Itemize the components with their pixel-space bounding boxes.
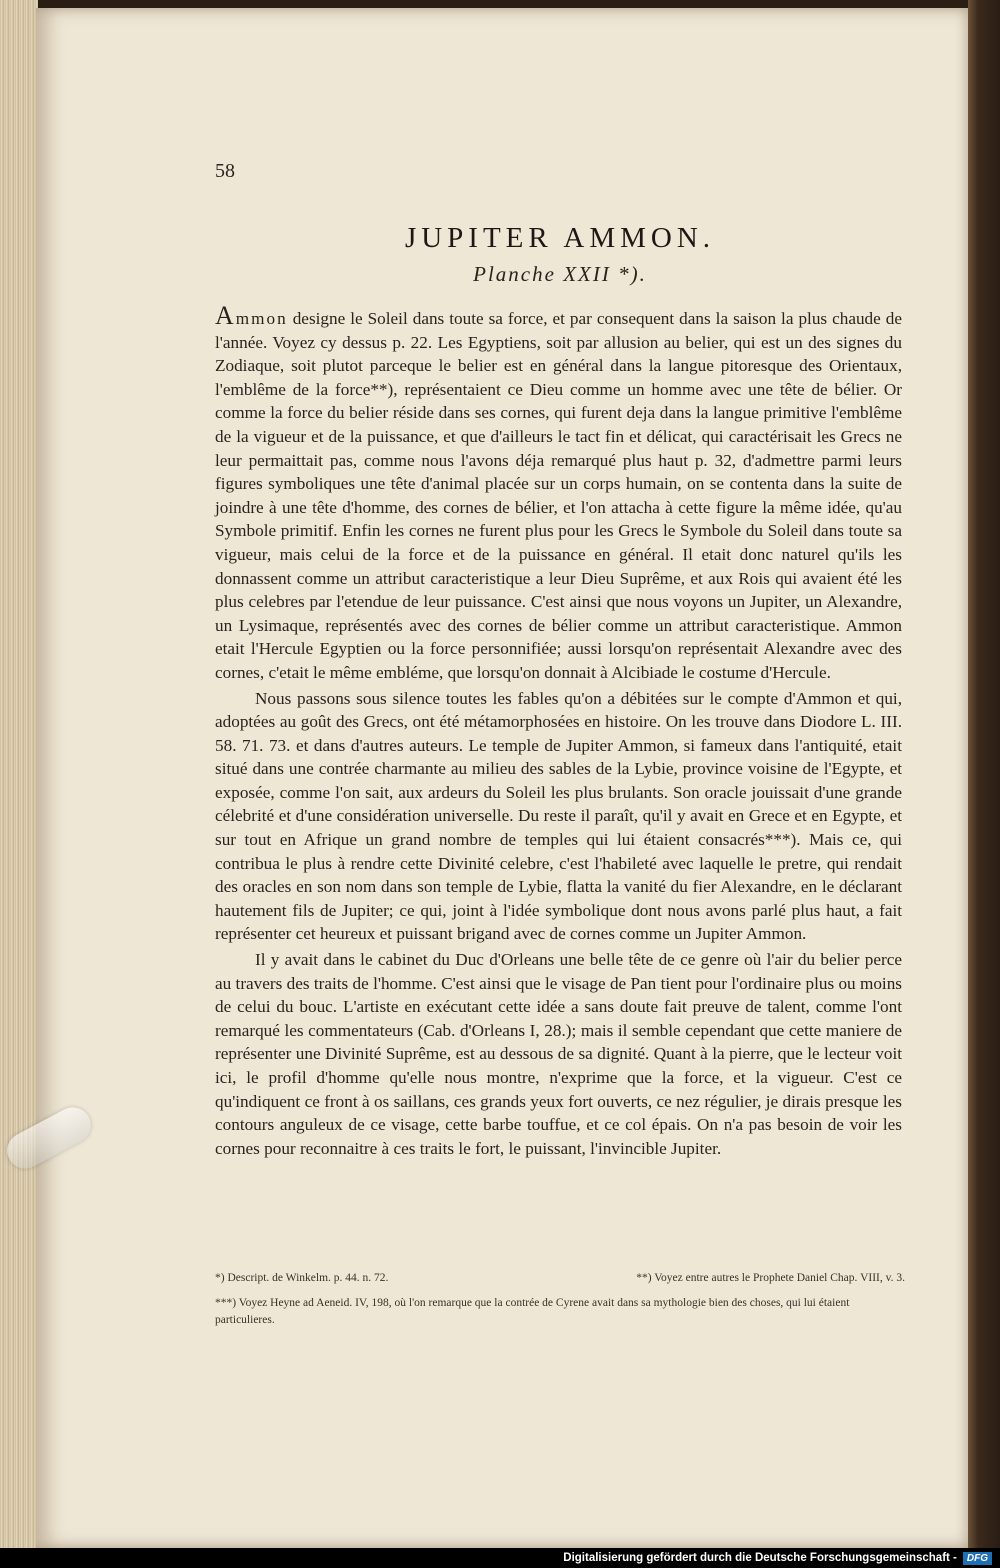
first-word-rest: mmon bbox=[235, 309, 288, 328]
dfg-logo: DFG bbox=[963, 1552, 992, 1565]
book-binding-edge bbox=[968, 0, 1000, 1548]
footnote-2: **) Voyez entre autres le Prophete Daniel Chap. VIII, v. 3. bbox=[636, 1272, 905, 1284]
paragraph-1 bbox=[215, 301, 902, 685]
page-subtitle: Planche XXII *). bbox=[473, 262, 647, 286]
page-title: JUPITER AMMON. bbox=[404, 222, 716, 254]
footer-credit: Digitalisierung gefördert durch die Deutsche Forschungsgemeinschaft - bbox=[563, 1552, 957, 1564]
first-word bbox=[215, 301, 288, 330]
footnote-3: ***) Voyez Heyne ad Aeneid. IV, 198, où l'on remarque que la contrée de Cyrene avait dans sa mythologie bien des choses, qui lui étaient particulieres. bbox=[215, 1297, 850, 1326]
body-text bbox=[215, 301, 902, 1160]
page-number: 58 bbox=[215, 160, 235, 182]
paragraph-2: Nous passons sous silence toutes les fables qu'on a débitées sur le compte d'Ammon et qui, adoptées au goût des Grecs, ont été métamorphosées en histoire. On les trouve dans Diodore L. III. 58. 71. 73. et dans d'autres auteurs. Le temple de Jupiter Ammon, si fameux dans l'antiquité, etait situé dans une contrée charmante au milieu des sables de la Lybie, province voisine de l'Egypte, et exposée, comme l'on sait, aux ardeurs du Soleil les plus brulants. Son oracle jouissait d'une grande célebrité et d'une considération universelle. Du reste il paraît, qu'il y avait en Grece et en Egypte, et sur tout en Afrique un grand nombre de temples qui lui étaient consacrés***). Mais ce, qui contribua le plus à rendre cette Divinité celebre, c'est l'habileté avec laquelle le pretre, qui rendait des oracles en son nom dans son temple de Lybie, flatta la vanité du fier Alexandre, en le déclarant hautement fils de Jupiter; ce qui, joint à l'idée symbolique dont nous avons parlé plus haut, a fait représenter cet heureux et puissant brigand avec de cornes comme un Jupiter Ammon. bbox=[215, 688, 902, 944]
paragraph-1-text: designe le Soleil dans toute sa force, et par consequent dans la saison la plus chaude de l'année. Voyez cy dessus p. 22. Les Egyptiens, soit par allusion au belier, qui est un des signes du Zodiaque, soit plutot parceque le belier est en général dans la langue pitoresque des Orientaux, l'emblême de la force**), représentaient ce Dieu comme un homme avec une tête de bélier. Or comme la force du belier réside dans ses cornes, qui furent deja dans la langue primitive l'emblême de la vigueur et de la puissance, et que d'ailleurs le tact fin et délicat, qui caractérisait les Grecs ne leur permaittait pas, comme nous l'avons déja remarqué plus haut p. 32, d'admettre parmi leurs figures symboliques une tête d'animal placée sur un corps humain, on se contenta dans la suite de joindre à une tête d'homme, des cornes de bélier, et l'on attacha à cette figure la même idée, qu'au Symbole primitif. Enfin les cornes ne furent plus pour les Grecs le Symbole du Soleil dans toute sa vigueur, mais celui de la force et de la puissance en général. Il etait donc naturel qu'ils les donnassent comme un attribut caracteristique a leur Dieu Suprême, et aux Rois qui avaient été les plus celebres par l'etendue de leur puissance. C'est ainsi que nous voyons un Jupiter, un Alexandre, un Lysimaque, représentés avec des cornes de bélier comme un attribut caracteristique. Ammon etait l'Hercule Egyptien ou la force personnifiée; aussi lorsqu'on représentait Alexandre avec des cornes, c'etait le même embléme, que lorsqu'on donnait à Alcibiade le costume d'Hercule. bbox=[215, 309, 902, 682]
paragraph-3: Il y avait dans le cabinet du Duc d'Orleans une belle tête de ce genre où l'air du belier perce au travers des traits de l'homme. C'est ainsi que le visage de Pan tient pour l'ordinaire plus ou moins de celui du bouc. L'artiste en exécutant cette idée a sans doute fait preuve de talent, comme l'ont remarqué les commentateurs (Cab. d'Orleans I, 28.); mais il semble cependant que cette maniere de représenter une Divinité Suprême, est au dessous de sa dignité. Quant à la pierre, que le lecteur voit ici, le profil d'homme qu'elle nous montre, n'exprime que la force, et la vigueur. C'est ce qu'indiquent ce front à os saillans, ces grands yeux fort ouverts, ce nez régulier, je dirais presque les contours anguleux de ce visage, cette barbe touffue, et ce col épais. On n'a pas besoin de voir les cornes pour reconnaitre à ces traits le fort, le puissant, l'invincible Jupiter. bbox=[215, 950, 902, 1158]
footnote-1: *) Descript. de Winkelm. p. 44. n. 72. bbox=[215, 1272, 389, 1284]
drop-cap: A bbox=[215, 301, 236, 330]
digitization-footer bbox=[0, 1548, 1000, 1568]
footnotes bbox=[215, 1270, 905, 1329]
footnote-row bbox=[215, 1270, 905, 1287]
book-page-edges bbox=[0, 0, 38, 1548]
